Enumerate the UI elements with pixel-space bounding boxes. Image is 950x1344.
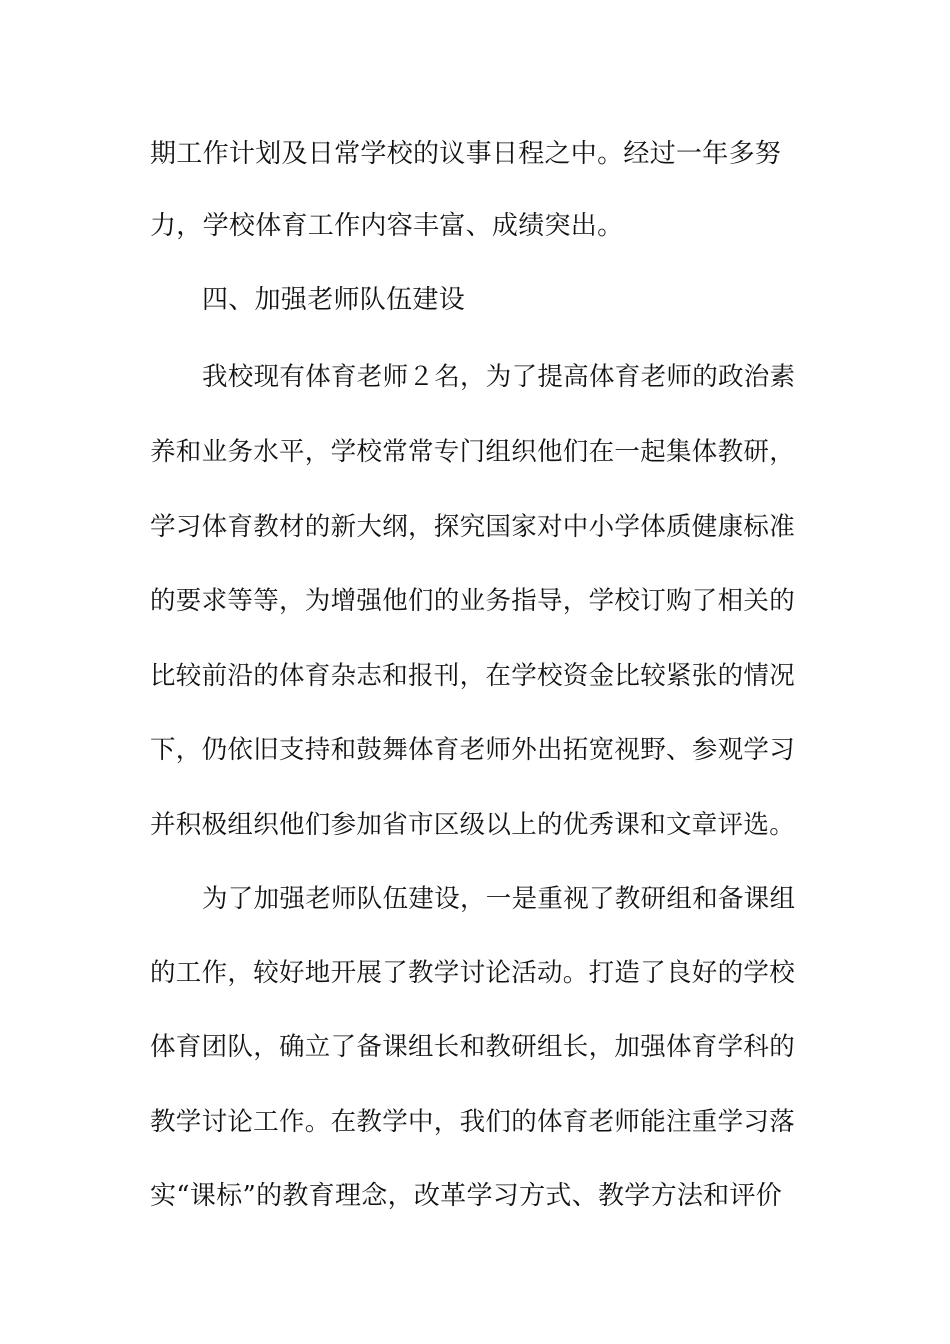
text-line-2: 力，学校体育工作内容丰富、成绩突出。 bbox=[150, 211, 624, 241]
text-line-5: 养和业务水平，学校常常专门组织他们在一起集体教研， bbox=[150, 437, 796, 467]
text-line-10: 并积极组织他们参加省市区级以上的优秀课和文章评选。 bbox=[150, 810, 796, 840]
text-line-4: 我校现有体育老师２名，为了提高体育老师的政治素 bbox=[202, 362, 796, 392]
text-line-15: 实“课标”的教育理念，改革学习方式、教学方法和评价 bbox=[150, 1181, 783, 1211]
text-line-14: 教学讨论工作。在教学中，我们的体育老师能注重学习落 bbox=[150, 1107, 796, 1137]
text-line-6: 学习体育教材的新大纲，探究国家对中小学体质健康标准 bbox=[150, 512, 796, 542]
text-line-1: 期工作计划及日常学校的议事日程之中。经过一年多努 bbox=[150, 139, 782, 169]
text-line-12: 的工作，较好地开展了教学讨论活动。打造了良好的学校 bbox=[150, 958, 796, 988]
text-line-13: 体育团队，确立了备课组长和教研组长，加强体育学科的 bbox=[150, 1032, 796, 1062]
text-line-8: 比较前沿的体育杂志和报刊，在学校资金比较紧张的情况 bbox=[150, 661, 796, 691]
section-heading: 四、加强老师队伍建设 bbox=[202, 285, 466, 315]
text-line-11: 为了加强老师队伍建设，一是重视了教研组和备课组 bbox=[202, 884, 796, 914]
text-line-9: 下，仍依旧支持和鼓舞体育老师外出拓宽视野、参观学习 bbox=[150, 735, 796, 765]
text-line-7: 的要求等等，为增强他们的业务指导，学校订购了相关的 bbox=[150, 586, 796, 616]
